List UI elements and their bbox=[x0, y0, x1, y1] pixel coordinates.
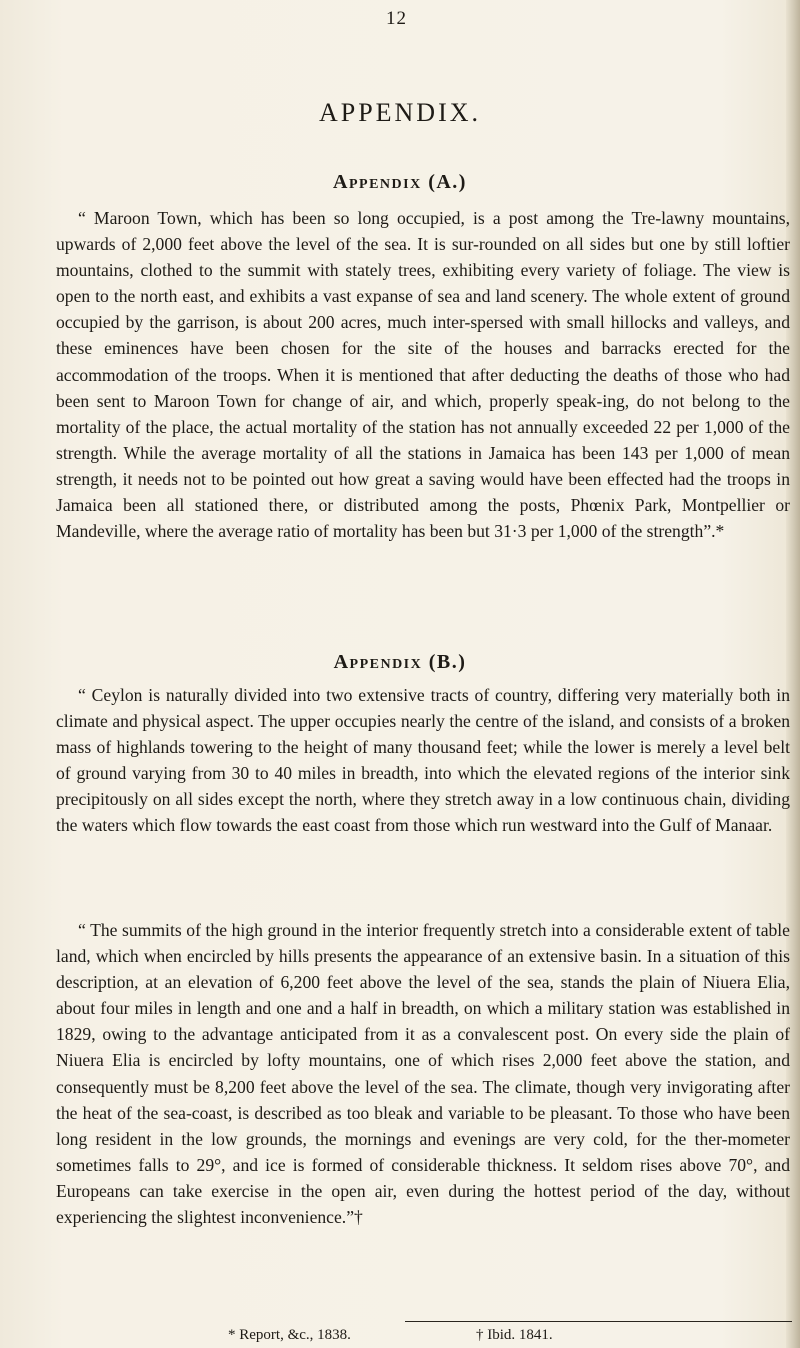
section-heading-b: Appendix (B.) bbox=[333, 651, 467, 673]
footnote-ibid: † Ibid. 1841. bbox=[476, 1327, 553, 1343]
paragraph-appendix-a: “ Maroon Town, which has been so long occupied, is a post among the Tre-lawny mountains, upwards of 2,000 feet above the level of the sea. It is sur-rounded on all sides but one by still loftier mountains, clothed to the summit with stately trees, exhibiting every variety of foliage. The view is open to the north east, and exhibits a vast expanse of sea and land scenery. The whole extent of ground occupied by the garrison, is about 200 acres, much inter-spersed with small hillocks and valleys, and these eminences have been chosen for the site of the houses and barracks erected for the accommodation of the troops. When it is mentioned that after deducting the deaths of those who had been sent to Maroon Town for change of air, and which, properly speak-ing, do not belong to the mortality of the place, the actual mortality of the station has not annually exceeded 22 per 1,000 of the strength. While the average mortality of all the stations in Jamaica has been 143 per 1,000 of mean strength, it needs not to be pointed out how great a saving would have been effected had the troops in Jamaica been all stationed there, or distributed among the posts, Phœnix Park, Montpellier or Mandeville, where the average ratio of mortality has been but 31·3 per 1,000 of the strength”.* bbox=[56, 208, 790, 542]
footnote-report: * Report, &c., 1838. bbox=[228, 1327, 351, 1343]
paragraph-appendix-b-2: “ The summits of the high ground in the interior frequently stretch into a considerable extent of table land, which when encircled by hills presents the appearance of an extensive basin. In a situation of this description, at an elevation of 6,200 feet above the level of the sea, stands the plain of Niuera Elia, about four miles in length and one and a half in breadth, on which a military station was established in 1829, owing to the advantage anticipated from it as a convalescent post. On every side the plain of Niuera Elia is encircled by lofty mountains, one of which rises 2,000 feet above the station, and consequently must be 8,200 feet above the level of the sea. The climate, though very invigorating after the heat of the sea-coast, is described as too bleak and variable to be pleasant. To those who have been long resident in the low grounds, the mornings and evenings are very cold, for the ther-mometer sometimes falls to 29°, and ice is formed of considerable thickness. It seldom rises above 70°, and Europeans can take exercise in the open air, even during the hottest period of the day, without experiencing the slightest inconvenience.”† bbox=[56, 920, 790, 1228]
page-number: 12 bbox=[386, 8, 407, 29]
paragraph-appendix-b-1: “ Ceylon is naturally divided into two extensive tracts of country, differing very materially both in climate and physical aspect. The upper occupies nearly the centre of the island, and consists of a broken mass of highlands towering to the height of many thousand feet; while the lower is merely a level belt of ground varying from 30 to 40 miles in breadth, into which the elevated regions of the interior sink precipitously on all sides except the north, where they stretch away in a low continuous chain, dividing the waters which flow towards the east coast from those which run westward into the Gulf of Manaar. bbox=[56, 685, 790, 836]
section-heading-a: Appendix (A.) bbox=[333, 171, 467, 193]
footnote-rule bbox=[405, 1321, 792, 1322]
appendix-title: APPENDIX. bbox=[318, 98, 482, 127]
